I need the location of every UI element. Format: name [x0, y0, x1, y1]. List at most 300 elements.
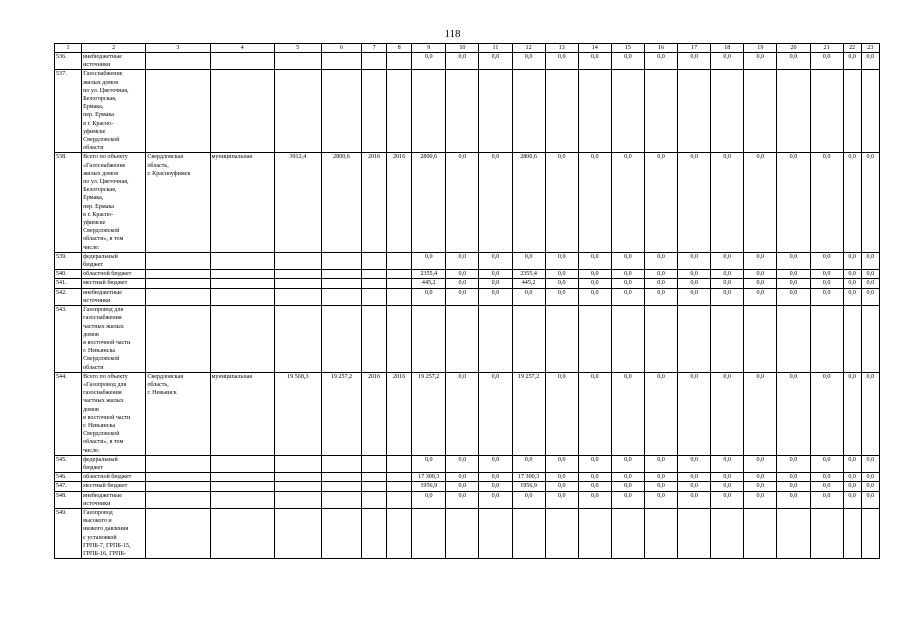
column-header: 3: [146, 44, 210, 53]
value-cell: [861, 306, 879, 373]
value-cell: 0,0: [479, 491, 512, 508]
value-cell: 0,0: [861, 491, 879, 508]
value-cell: 2800,6: [412, 153, 446, 252]
row-name: областной бюджет: [82, 270, 146, 279]
row-number: 548.: [55, 491, 82, 508]
value-cell: 0,0: [678, 473, 711, 482]
row-name: областной бюджет: [82, 473, 146, 482]
row-remaining-cost: [321, 53, 361, 70]
row-number: 537.: [55, 70, 82, 153]
row-cost: [274, 270, 321, 279]
value-cell: [843, 306, 861, 373]
row-name: Всего по объекту «Газопровод для газоснабжения частных жилых домов в восточной части г. Невьянска Свердловской области», в том числе:: [82, 372, 146, 455]
value-cell: 1956,9: [412, 482, 446, 491]
table-row: [55, 482, 880, 491]
row-number: 546.: [55, 473, 82, 482]
row-end-year: [387, 70, 412, 153]
column-header: 4: [210, 44, 274, 53]
row-number: 540.: [55, 270, 82, 279]
row-start-year: [362, 70, 387, 153]
value-cell: 0,0: [711, 372, 744, 455]
value-cell: 0,0: [678, 372, 711, 455]
value-cell: [810, 306, 843, 373]
value-cell: 0,0: [446, 372, 479, 455]
value-cell: [412, 306, 446, 373]
value-cell: 0,0: [545, 455, 578, 472]
row-name: внебюджетные источники: [82, 491, 146, 508]
table-row: [55, 491, 880, 508]
value-cell: 0,0: [545, 53, 578, 70]
value-cell: 0,0: [545, 279, 578, 288]
value-cell: 0,0: [479, 279, 512, 288]
page-number: 118: [444, 28, 461, 40]
table-row: [55, 279, 880, 288]
value-cell: 0,0: [578, 473, 611, 482]
value-cell: 0,0: [611, 288, 644, 305]
row-remaining-cost: [321, 288, 361, 305]
column-header: 20: [777, 44, 810, 53]
column-header: 23: [861, 44, 879, 53]
row-region: [146, 53, 210, 70]
table-row: [55, 372, 880, 455]
column-header: 19: [744, 44, 777, 53]
value-cell: 0,0: [446, 473, 479, 482]
row-end-year: [387, 306, 412, 373]
row-start-year: [362, 455, 387, 472]
row-start-year: [362, 270, 387, 279]
value-cell: 2355,4: [512, 270, 545, 279]
table-body: [55, 53, 880, 559]
value-cell: 0,0: [578, 252, 611, 269]
row-name: Газопровод для газоснабжения частных жилых домов в восточной части г. Невьянска Свердловской области: [82, 306, 146, 373]
value-cell: 0,0: [744, 372, 777, 455]
value-cell: 0,0: [678, 455, 711, 472]
value-cell: 0,0: [861, 372, 879, 455]
value-cell: 0,0: [644, 482, 677, 491]
value-cell: 0,0: [644, 288, 677, 305]
row-region: [146, 270, 210, 279]
value-cell: 0,0: [545, 372, 578, 455]
value-cell: 0,0: [861, 482, 879, 491]
value-cell: 0,0: [810, 482, 843, 491]
value-cell: [843, 508, 861, 558]
row-region: [146, 508, 210, 558]
column-header: 16: [644, 44, 677, 53]
value-cell: 0,0: [843, 53, 861, 70]
value-cell: 0,0: [644, 279, 677, 288]
value-cell: 0,0: [545, 491, 578, 508]
row-name: Газопровод высокого и низкого давления с установкой ГРПБ-7, ГРПБ-15, ГРПБ-16, ГРПБ-: [82, 508, 146, 558]
value-cell: 0,0: [578, 455, 611, 472]
column-header: 14: [578, 44, 611, 53]
value-cell: 0,0: [843, 491, 861, 508]
row-region: [146, 306, 210, 373]
value-cell: 0,0: [810, 279, 843, 288]
value-cell: 0,0: [644, 455, 677, 472]
value-cell: 0,0: [446, 270, 479, 279]
value-cell: 0,0: [578, 372, 611, 455]
value-cell: [611, 70, 644, 153]
value-cell: 0,0: [446, 491, 479, 508]
value-cell: 0,0: [678, 153, 711, 252]
row-level: муниципальная: [210, 153, 274, 252]
value-cell: [578, 508, 611, 558]
row-end-year: [387, 508, 412, 558]
value-cell: [545, 306, 578, 373]
row-cost: [274, 279, 321, 288]
value-cell: 0,0: [412, 252, 446, 269]
value-cell: 2355,4: [412, 270, 446, 279]
value-cell: 0,0: [611, 53, 644, 70]
value-cell: 0,0: [611, 372, 644, 455]
row-level: [210, 491, 274, 508]
row-name: Всего по объекту «Газоснабжение жилых домов по ул. Цветочная, Белогорская, Ермака, пер. Ермака в г. Красно- уфимске Свердловской области», в том числе:: [82, 153, 146, 252]
value-cell: 0,0: [843, 252, 861, 269]
row-start-year: [362, 306, 387, 373]
value-cell: 0,0: [479, 270, 512, 279]
row-number: 538.: [55, 153, 82, 252]
value-cell: 0,0: [644, 53, 677, 70]
value-cell: 0,0: [744, 279, 777, 288]
column-header: 21: [810, 44, 843, 53]
value-cell: 0,0: [611, 153, 644, 252]
value-cell: 0,0: [446, 455, 479, 472]
value-cell: 0,0: [744, 482, 777, 491]
value-cell: 0,0: [711, 482, 744, 491]
row-cost: 3912,4: [274, 153, 321, 252]
column-header: 11: [479, 44, 512, 53]
row-start-year: 2016: [362, 372, 387, 455]
value-cell: 1956,9: [512, 482, 545, 491]
row-region: Свердловская область, г. Красноуфимск: [146, 153, 210, 252]
value-cell: 0,0: [861, 279, 879, 288]
value-cell: [777, 306, 810, 373]
value-cell: 0,0: [611, 491, 644, 508]
row-region: [146, 455, 210, 472]
value-cell: 0,0: [843, 455, 861, 472]
value-cell: [611, 306, 644, 373]
table-row: [55, 270, 880, 279]
table-row: [55, 252, 880, 269]
value-cell: 0,0: [512, 53, 545, 70]
value-cell: 0,0: [446, 53, 479, 70]
row-cost: [274, 70, 321, 153]
row-cost: [274, 482, 321, 491]
column-header: 1: [55, 44, 82, 53]
row-number: 547.: [55, 482, 82, 491]
row-end-year: [387, 53, 412, 70]
row-cost: [274, 455, 321, 472]
value-cell: [479, 508, 512, 558]
row-region: Свердловская область, г. Невьянск: [146, 372, 210, 455]
value-cell: 0,0: [545, 288, 578, 305]
value-cell: 0,0: [744, 473, 777, 482]
value-cell: [479, 306, 512, 373]
row-level: [210, 279, 274, 288]
value-cell: 0,0: [412, 288, 446, 305]
row-cost: [274, 53, 321, 70]
row-cost: 19 568,3: [274, 372, 321, 455]
row-number: 536.: [55, 53, 82, 70]
value-cell: 0,0: [861, 473, 879, 482]
value-cell: 0,0: [479, 53, 512, 70]
value-cell: 2800,6: [512, 153, 545, 252]
table-row: [55, 53, 880, 70]
row-start-year: [362, 508, 387, 558]
row-number: 539.: [55, 252, 82, 269]
value-cell: 0,0: [479, 288, 512, 305]
value-cell: [644, 70, 677, 153]
row-remaining-cost: [321, 508, 361, 558]
value-cell: 0,0: [777, 279, 810, 288]
row-region: [146, 473, 210, 482]
row-level: [210, 473, 274, 482]
row-start-year: [362, 491, 387, 508]
row-end-year: [387, 491, 412, 508]
value-cell: [744, 70, 777, 153]
value-cell: 0,0: [777, 53, 810, 70]
value-cell: 0,0: [711, 491, 744, 508]
row-cost: [274, 508, 321, 558]
value-cell: 0,0: [861, 153, 879, 252]
value-cell: 0,0: [578, 288, 611, 305]
value-cell: [446, 306, 479, 373]
value-cell: 0,0: [578, 270, 611, 279]
value-cell: 0,0: [843, 279, 861, 288]
value-cell: 0,0: [711, 53, 744, 70]
value-cell: 0,0: [744, 288, 777, 305]
column-header: 5: [274, 44, 321, 53]
table-row: [55, 508, 880, 558]
value-cell: [611, 508, 644, 558]
row-remaining-cost: [321, 455, 361, 472]
value-cell: [777, 70, 810, 153]
row-end-year: [387, 279, 412, 288]
value-cell: 0,0: [412, 455, 446, 472]
row-number: 542.: [55, 288, 82, 305]
row-name: федеральный бюджет: [82, 252, 146, 269]
row-level: [210, 508, 274, 558]
row-number: 541.: [55, 279, 82, 288]
value-cell: 0,0: [479, 455, 512, 472]
value-cell: 0,0: [843, 482, 861, 491]
row-remaining-cost: [321, 491, 361, 508]
value-cell: [810, 70, 843, 153]
value-cell: 0,0: [843, 153, 861, 252]
value-cell: 0,0: [446, 252, 479, 269]
header-row: [55, 44, 880, 53]
value-cell: 0,0: [611, 252, 644, 269]
value-cell: [810, 508, 843, 558]
value-cell: 0,0: [810, 491, 843, 508]
value-cell: 0,0: [678, 53, 711, 70]
column-header: 6: [321, 44, 361, 53]
budget-table: [54, 43, 880, 559]
value-cell: 0,0: [711, 473, 744, 482]
value-cell: 0,0: [777, 252, 810, 269]
column-header: 18: [711, 44, 744, 53]
value-cell: 0,0: [843, 270, 861, 279]
column-header: 22: [843, 44, 861, 53]
value-cell: 0,0: [744, 455, 777, 472]
value-cell: 0,0: [446, 153, 479, 252]
row-level: [210, 252, 274, 269]
value-cell: [512, 70, 545, 153]
value-cell: 0,0: [711, 455, 744, 472]
value-cell: 0,0: [810, 288, 843, 305]
value-cell: 0,0: [777, 153, 810, 252]
value-cell: [678, 306, 711, 373]
value-cell: 0,0: [777, 491, 810, 508]
column-header: 12: [512, 44, 545, 53]
value-cell: 0,0: [744, 270, 777, 279]
value-cell: 0,0: [644, 372, 677, 455]
row-remaining-cost: [321, 473, 361, 482]
row-name: внебюджетные источники: [82, 53, 146, 70]
value-cell: 0,0: [545, 473, 578, 482]
value-cell: 0,0: [479, 473, 512, 482]
value-cell: 0,0: [711, 279, 744, 288]
value-cell: 0,0: [512, 288, 545, 305]
value-cell: 0,0: [578, 53, 611, 70]
value-cell: 0,0: [711, 252, 744, 269]
value-cell: [644, 508, 677, 558]
value-cell: 0,0: [479, 372, 512, 455]
row-region: [146, 491, 210, 508]
value-cell: 0,0: [644, 252, 677, 269]
row-region: [146, 70, 210, 153]
value-cell: [861, 508, 879, 558]
value-cell: 0,0: [711, 153, 744, 252]
table-row: [55, 455, 880, 472]
value-cell: 17 300,3: [512, 473, 545, 482]
row-start-year: [362, 53, 387, 70]
row-end-year: [387, 288, 412, 305]
value-cell: 0,0: [479, 252, 512, 269]
value-cell: 0,0: [843, 372, 861, 455]
value-cell: 0,0: [412, 491, 446, 508]
value-cell: 0,0: [810, 53, 843, 70]
value-cell: 0,0: [711, 288, 744, 305]
row-start-year: 2016: [362, 153, 387, 252]
value-cell: 0,0: [578, 279, 611, 288]
row-level: [210, 455, 274, 472]
value-cell: 0,0: [678, 279, 711, 288]
row-remaining-cost: [321, 306, 361, 373]
value-cell: 19 257,2: [512, 372, 545, 455]
value-cell: [578, 70, 611, 153]
value-cell: 0,0: [644, 473, 677, 482]
row-level: [210, 270, 274, 279]
value-cell: 0,0: [512, 491, 545, 508]
value-cell: [479, 70, 512, 153]
value-cell: [711, 306, 744, 373]
value-cell: 0,0: [578, 491, 611, 508]
value-cell: 0,0: [545, 482, 578, 491]
value-cell: 0,0: [545, 270, 578, 279]
row-remaining-cost: 2800,6: [321, 153, 361, 252]
value-cell: 0,0: [810, 473, 843, 482]
row-level: [210, 306, 274, 373]
column-header: 8: [387, 44, 412, 53]
value-cell: 0,0: [861, 455, 879, 472]
value-cell: 0,0: [810, 270, 843, 279]
row-end-year: [387, 473, 412, 482]
value-cell: 0,0: [545, 153, 578, 252]
value-cell: 0,0: [578, 482, 611, 491]
value-cell: [644, 306, 677, 373]
value-cell: 19 257,2: [412, 372, 446, 455]
row-end-year: 2016: [387, 153, 412, 252]
value-cell: 0,0: [611, 279, 644, 288]
value-cell: [512, 508, 545, 558]
row-cost: [274, 288, 321, 305]
table-header: [55, 44, 880, 53]
value-cell: 0,0: [861, 288, 879, 305]
value-cell: 0,0: [512, 455, 545, 472]
value-cell: 0,0: [843, 288, 861, 305]
value-cell: 0,0: [678, 288, 711, 305]
row-remaining-cost: [321, 482, 361, 491]
value-cell: 0,0: [711, 270, 744, 279]
row-remaining-cost: [321, 270, 361, 279]
value-cell: 0,0: [644, 491, 677, 508]
value-cell: 0,0: [777, 372, 810, 455]
row-start-year: [362, 288, 387, 305]
table-row: [55, 306, 880, 373]
value-cell: 445,2: [512, 279, 545, 288]
row-start-year: [362, 473, 387, 482]
column-header: 17: [678, 44, 711, 53]
value-cell: 0,0: [744, 252, 777, 269]
row-end-year: [387, 455, 412, 472]
value-cell: [446, 70, 479, 153]
value-cell: 0,0: [644, 153, 677, 252]
table-row: [55, 153, 880, 252]
value-cell: 0,0: [611, 455, 644, 472]
row-number: 545.: [55, 455, 82, 472]
value-cell: [744, 306, 777, 373]
value-cell: 0,0: [611, 270, 644, 279]
value-cell: [777, 508, 810, 558]
row-level: муниципальная: [210, 372, 274, 455]
row-end-year: [387, 270, 412, 279]
value-cell: 0,0: [810, 372, 843, 455]
column-header: 2: [82, 44, 146, 53]
row-cost: [274, 252, 321, 269]
table-row: [55, 70, 880, 153]
value-cell: [545, 508, 578, 558]
column-header: 15: [611, 44, 644, 53]
value-cell: [545, 70, 578, 153]
value-cell: [678, 508, 711, 558]
value-cell: 0,0: [744, 491, 777, 508]
row-cost: [274, 491, 321, 508]
row-name: местный бюджет: [82, 279, 146, 288]
row-end-year: [387, 252, 412, 269]
row-start-year: [362, 252, 387, 269]
row-region: [146, 252, 210, 269]
row-level: [210, 482, 274, 491]
value-cell: 0,0: [777, 482, 810, 491]
value-cell: 17 300,3: [412, 473, 446, 482]
value-cell: 0,0: [777, 455, 810, 472]
value-cell: [711, 508, 744, 558]
column-header: 7: [362, 44, 387, 53]
value-cell: 0,0: [446, 279, 479, 288]
value-cell: 0,0: [678, 270, 711, 279]
value-cell: 0,0: [678, 482, 711, 491]
